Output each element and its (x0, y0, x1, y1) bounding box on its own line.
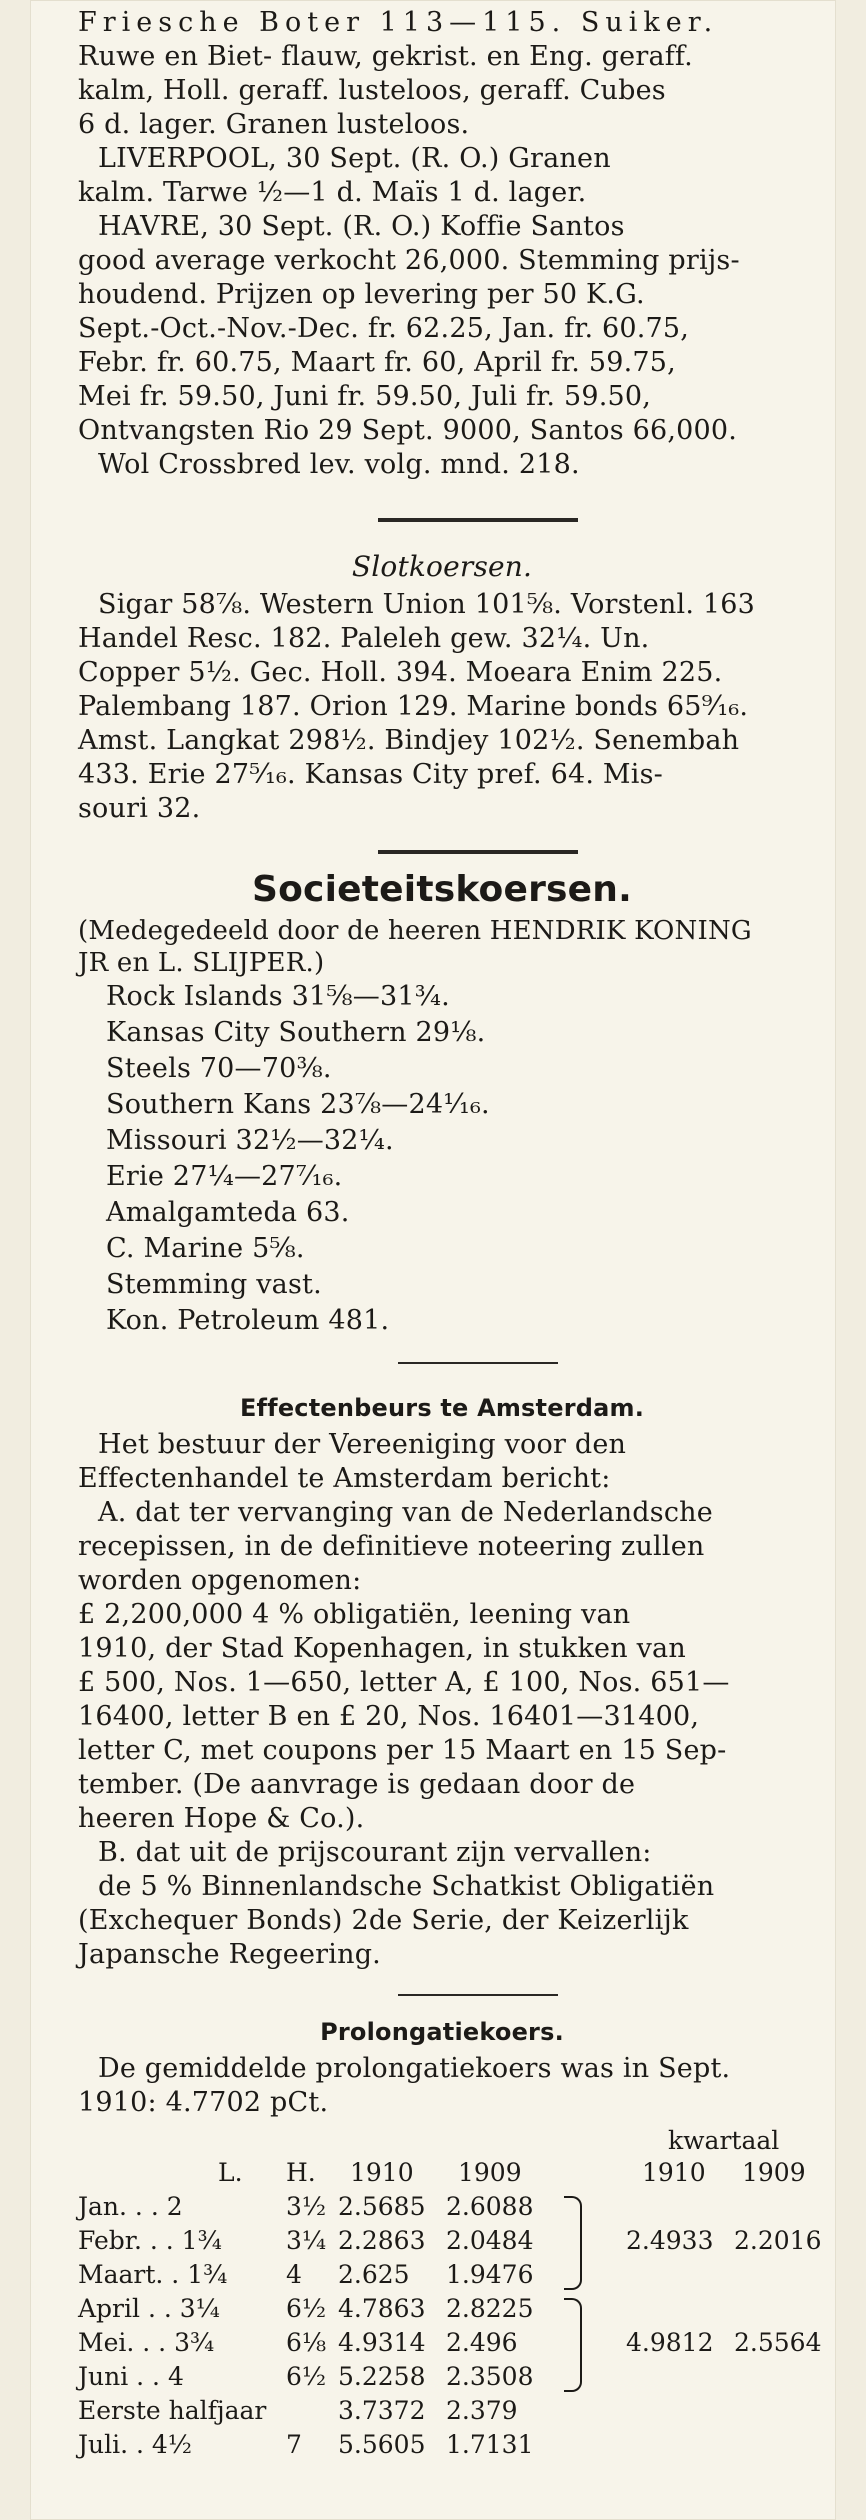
quarter-brace (564, 2298, 582, 2392)
row-h: 6⅛ (286, 2328, 327, 2357)
row-h: 3¼ (286, 2226, 327, 2255)
section-divider (378, 518, 578, 522)
row-1909: 2.6088 (446, 2192, 534, 2221)
quote-line: souri 32. (78, 793, 201, 824)
report-line: Mei fr. 59.50, Juni fr. 59.50, Juli fr. 59.50, (78, 381, 652, 412)
quote-line: Palembang 187. Orion 129. Marine bonds 65⁹⁄₁₆. (78, 691, 749, 722)
column-header: L. (218, 2158, 243, 2187)
quote-line: Southern Kans 23⅞—24¹⁄₁₆. (106, 1089, 490, 1120)
section-title: Effectenbeurs te Amsterdam. (239, 1394, 645, 1422)
quote-line: Rock Islands 31⅝—31¾. (106, 981, 450, 1012)
body-line: letter C, met coupons per 15 Maart en 15 Sep- (78, 1735, 727, 1766)
column-header: H. (286, 2158, 316, 2187)
body-line: A. dat ter vervanging van de Nederlandsche (98, 1497, 713, 1528)
body-line: £ 2,200,000 4 % obligatiën, leening van (78, 1599, 631, 1630)
quote-line: Kon. Petroleum 481. (106, 1305, 390, 1336)
body-line: 16400, letter B en £ 20, Nos. 16401—31400, (78, 1701, 700, 1732)
row-h: 7 (286, 2430, 302, 2459)
row-label: Eerste halfjaar (78, 2396, 267, 2425)
row-label: Juli. . 4½ (78, 2430, 193, 2459)
row-1910: 4.7863 (338, 2294, 426, 2323)
row-1909: 2.0484 (446, 2226, 534, 2255)
row-h: 6½ (286, 2294, 327, 2323)
quote-line: C. Marine 5⅝. (106, 1233, 305, 1264)
row-1910: 5.5605 (338, 2430, 426, 2459)
report-line: houdend. Prijzen op levering per 50 K.G. (78, 279, 645, 310)
row-1909: 2.3508 (446, 2362, 534, 2391)
quote-line: Steels 70—70⅜. (106, 1053, 332, 1084)
quote-line: Handel Resc. 182. Paleleh gew. 32¼. Un. (78, 623, 650, 654)
quote-line: Sigar 58⅞. Western Union 101⅝. Vorstenl. 163 (98, 589, 756, 620)
body-line: (Exchequer Bonds) 2de Serie, der Keizerlijk (78, 1905, 689, 1936)
quote-line: Stemming vast. (106, 1269, 322, 1300)
row-1910: 3.7372 (338, 2396, 426, 2425)
row-h: 6½ (286, 2362, 327, 2391)
report-line: LIVERPOOL, 30 Sept. (R. O.) Granen (98, 143, 611, 174)
section-divider (398, 1994, 558, 1996)
row-1910: 2.5685 (338, 2192, 426, 2221)
row-label: Juni . . 4 (78, 2362, 184, 2391)
row-h: 3½ (286, 2192, 327, 2221)
quote-line: Missouri 32½—32¼. (106, 1125, 394, 1156)
row-label: Jan. . . 2 (78, 2192, 183, 2221)
section-title: Societeitskoersen. (252, 869, 632, 910)
row-1910: 2.2863 (338, 2226, 426, 2255)
quarter-1910: 4.9812 (626, 2328, 714, 2357)
body-line: De gemiddelde prolongatiekoers was in Sept. (98, 2053, 731, 2084)
row-1909: 1.9476 (446, 2260, 534, 2289)
section-divider (398, 1362, 558, 1364)
report-line: Sept.-Oct.-Nov.-Dec. fr. 62.25, Jan. fr. 60.75, (78, 313, 690, 344)
report-line: kalm. Tarwe ½—1 d. Maïs 1 d. lager. (78, 177, 587, 208)
section-subtitle: (Medegedeeld door de heeren HENDRIK KONING (78, 916, 752, 946)
quarter-1909: 2.2016 (734, 2226, 822, 2255)
section-title: Slotkoersen. (351, 550, 533, 583)
quarter-1910: 2.4933 (626, 2226, 714, 2255)
row-label: Mei. . . 3¾ (78, 2328, 215, 2357)
row-1909: 1.7131 (446, 2430, 534, 2459)
quote-line: Erie 27¼—27⁷⁄₁₆. (106, 1161, 343, 1192)
quote-line: Amst. Langkat 298½. Bindjey 102½. Senembah (78, 725, 740, 756)
body-line: heeren Hope & Co.). (78, 1803, 365, 1834)
body-line: worden opgenomen: (78, 1565, 362, 1596)
body-line: tember. (De aanvrage is gedaan door de (78, 1769, 636, 1800)
body-line: 1910, der Stad Kopenhagen, in stukken van (78, 1633, 686, 1664)
column-header: 1910 (642, 2158, 706, 2187)
quote-line: 433. Erie 27⁵⁄₁₆. Kansas City pref. 64. Mis- (78, 759, 663, 790)
quote-line: Copper 5½. Gec. Holl. 394. Moeara Enim 225. (78, 657, 723, 688)
row-1909: 2.8225 (446, 2294, 534, 2323)
report-line: Ontvangsten Rio 29 Sept. 9000, Santos 66,000. (78, 415, 738, 446)
report-line: 6 d. lager. Granen lusteloos. (78, 109, 470, 140)
body-line: B. dat uit de prijscourant zijn vervallen: (98, 1837, 652, 1868)
column-header: 1909 (458, 2158, 522, 2187)
body-line: £ 500, Nos. 1—650, letter A, £ 100, Nos. 651— (78, 1667, 730, 1698)
section-subtitle: JR en L. SLIJPER.) (78, 948, 325, 978)
body-line: Japansche Regeering. (78, 1939, 381, 1970)
row-1910: 4.9314 (338, 2328, 426, 2357)
row-label: Maart. . 1¾ (78, 2260, 228, 2289)
quarter-brace (564, 2196, 582, 2290)
report-line: Ruwe en Biet- flauw, gekrist. en Eng. geraff. (78, 41, 693, 72)
row-1910: 5.2258 (338, 2362, 426, 2391)
report-line: Wol Crossbred lev. volg. mnd. 218. (98, 449, 580, 480)
column-header: 1909 (742, 2158, 806, 2187)
body-line: Effectenhandel te Amsterdam bericht: (78, 1463, 611, 1494)
report-line: good average verkocht 26,000. Stemming prijs- (78, 245, 740, 276)
report-line: Friesche Boter 113—115. Suiker. (78, 7, 719, 38)
row-1909: 2.379 (446, 2396, 518, 2425)
row-h: 4 (286, 2260, 302, 2289)
report-line: HAVRE, 30 Sept. (R. O.) Koffie Santos (98, 211, 625, 242)
row-1910: 2.625 (338, 2260, 410, 2289)
quarter-1909: 2.5564 (734, 2328, 822, 2357)
column-header: 1910 (350, 2158, 414, 2187)
report-line: Febr. fr. 60.75, Maart fr. 60, April fr. 59.75, (78, 347, 676, 378)
section-title: Prolongatiekoers. (320, 2018, 564, 2046)
body-line: Het bestuur der Vereeniging voor den (98, 1429, 627, 1460)
row-1909: 2.496 (446, 2328, 518, 2357)
body-line: de 5 % Binnenlandsche Schatkist Obligatiën (98, 1871, 715, 1902)
quote-line: Kansas City Southern 29⅛. (106, 1017, 486, 1048)
kwartaal-label: kwartaal (668, 2126, 780, 2155)
row-label: April . . 3¼ (78, 2294, 220, 2323)
section-divider (378, 850, 578, 854)
quote-line: Amalgamteda 63. (106, 1197, 350, 1228)
row-label: Febr. . . 1¾ (78, 2226, 222, 2255)
report-line: kalm, Holl. geraff. lusteloos, geraff. Cubes (78, 75, 666, 106)
body-line: recepissen, in de definitieve noteering zullen (78, 1531, 705, 1562)
newspaper-clipping (30, 0, 836, 2520)
body-line: 1910: 4.7702 pCt. (78, 2087, 329, 2118)
